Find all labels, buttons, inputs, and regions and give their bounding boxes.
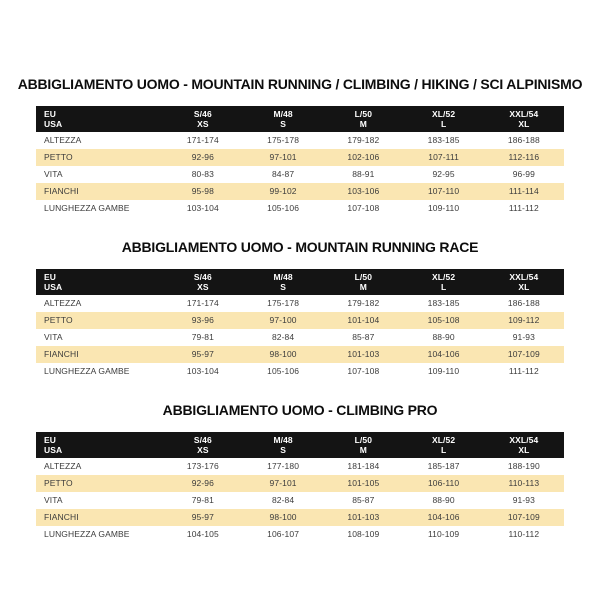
size-usa-label: L	[440, 445, 447, 455]
size-value-cell: 171-174	[186, 135, 219, 146]
size-value-cell: 175-178	[267, 298, 300, 309]
size-eu-label: S/46	[193, 108, 212, 119]
size-value-cell: 171-174	[186, 298, 219, 309]
header-cell-size-l	[323, 109, 403, 129]
size-value-cell: 99-102	[269, 186, 297, 197]
header-cell-size-xl	[403, 435, 483, 455]
size-value-cell: 103-104	[186, 366, 219, 377]
header-cell-size-s	[163, 109, 243, 129]
size-value-cell: 79-81	[191, 495, 214, 506]
header-usa-label: USA	[44, 445, 63, 455]
row-label: ALTEZZA	[44, 298, 82, 309]
table-row-vita	[36, 329, 564, 346]
size-value-cell: 101-103	[347, 512, 380, 523]
row-label: LUNGHEZZA GAMBE	[44, 203, 130, 214]
size-table-section-mountain-running	[0, 76, 600, 217]
size-eu-label: S/46	[193, 434, 212, 445]
header-cell-size-xxl	[484, 435, 564, 455]
table-row-petto	[36, 312, 564, 329]
size-value-cell: 105-108	[427, 315, 460, 326]
size-usa-label: XS	[197, 119, 209, 129]
size-value-cell: 109-110	[427, 366, 460, 377]
header-cell-size-m	[243, 109, 323, 129]
size-value-cell: 107-108	[347, 366, 380, 377]
row-label: ALTEZZA	[44, 135, 82, 146]
size-value-cell: 82-84	[271, 332, 295, 343]
size-eu-label: XXL/54	[509, 434, 539, 445]
row-label: VITA	[44, 332, 63, 343]
size-eu-label: M/48	[273, 271, 293, 282]
size-value-cell: 104-106	[427, 512, 460, 523]
size-value-cell: 173-176	[186, 461, 219, 472]
table-title: ABBIGLIAMENTO UOMO - CLIMBING PRO	[162, 402, 438, 418]
size-value-cell: 96-99	[512, 169, 535, 180]
size-value-cell: 85-87	[352, 332, 375, 343]
size-value-cell: 107-111	[428, 152, 459, 163]
table-row-vita	[36, 492, 564, 509]
size-value-cell: 186-188	[507, 298, 540, 309]
row-label: FIANCHI	[44, 512, 79, 523]
row-label: PETTO	[44, 152, 73, 163]
header-usa-label: USA	[44, 119, 63, 129]
size-value-cell: 97-101	[269, 152, 297, 163]
size-eu-label: L/50	[354, 108, 373, 119]
size-value-cell: 109-110	[427, 203, 460, 214]
size-eu-label: XXL/54	[509, 108, 539, 119]
table-row-vita	[36, 166, 564, 183]
size-eu-label: XL/52	[432, 108, 456, 119]
size-usa-label: S	[280, 282, 286, 292]
row-label: ALTEZZA	[44, 461, 82, 472]
size-value-cell: 188-190	[507, 461, 540, 472]
size-value-cell: 110-109	[427, 529, 460, 540]
size-usa-label: XL	[518, 282, 530, 292]
header-usa-label: USA	[44, 282, 63, 292]
size-value-cell: 179-182	[347, 298, 380, 309]
size-usa-label: XS	[197, 445, 209, 455]
size-value-cell: 107-110	[427, 186, 460, 197]
size-usa-label: L	[440, 119, 447, 129]
size-value-cell: 109-112	[508, 315, 540, 326]
size-value-cell: 103-104	[186, 203, 219, 214]
table-row-altezza	[36, 132, 564, 149]
size-value-cell: 98-100	[269, 512, 297, 523]
size-value-cell: 95-98	[191, 186, 214, 197]
header-cell-size-xxl	[484, 272, 564, 292]
table-row-fianchi	[36, 509, 564, 526]
table-header-row	[36, 269, 564, 295]
size-eu-label: XXL/54	[509, 271, 539, 282]
row-label: FIANCHI	[44, 186, 79, 197]
size-usa-label: XS	[197, 282, 209, 292]
header-cell-eu-usa	[36, 435, 163, 455]
size-value-cell: 101-103	[347, 349, 380, 360]
size-value-cell: 104-106	[427, 349, 460, 360]
size-eu-label: L/50	[354, 434, 373, 445]
header-cell-eu-usa	[36, 109, 163, 129]
size-value-cell: 107-108	[347, 203, 380, 214]
size-eu-label: M/48	[273, 434, 293, 445]
table-row-lunghezza-gambe	[36, 363, 564, 380]
header-eu-label: EU	[44, 108, 57, 119]
size-value-cell: 88-90	[432, 332, 455, 343]
size-table	[36, 106, 564, 217]
size-table-section-mountain-running-race	[0, 239, 600, 380]
size-usa-label: XL	[518, 445, 530, 455]
size-value-cell: 111-112	[508, 366, 539, 377]
size-usa-label: S	[280, 445, 286, 455]
size-value-cell: 98-100	[269, 349, 297, 360]
table-row-altezza	[36, 458, 564, 475]
size-value-cell: 88-91	[352, 169, 375, 180]
size-value-cell: 101-104	[347, 315, 380, 326]
size-value-cell: 183-185	[427, 135, 460, 146]
size-value-cell: 95-97	[191, 512, 214, 523]
size-value-cell: 183-185	[427, 298, 460, 309]
header-cell-size-xl	[403, 109, 483, 129]
size-value-cell: 186-188	[507, 135, 540, 146]
size-usa-label: L	[440, 282, 447, 292]
table-row-petto	[36, 149, 564, 166]
header-eu-label: EU	[44, 434, 57, 445]
size-value-cell: 111-112	[508, 203, 539, 214]
row-label: FIANCHI	[44, 349, 79, 360]
header-cell-size-s	[163, 435, 243, 455]
size-value-cell: 91-93	[512, 495, 535, 506]
row-label: PETTO	[44, 315, 73, 326]
size-value-cell: 105-106	[267, 366, 300, 377]
size-value-cell: 103-106	[347, 186, 380, 197]
size-value-cell: 97-100	[269, 315, 297, 326]
size-value-cell: 105-106	[267, 203, 300, 214]
header-cell-size-xl	[403, 272, 483, 292]
size-value-cell: 175-178	[267, 135, 300, 146]
size-value-cell: 91-93	[512, 332, 535, 343]
size-value-cell: 106-107	[267, 529, 300, 540]
size-value-cell: 92-96	[191, 478, 214, 489]
size-table	[36, 269, 564, 380]
table-row-fianchi	[36, 346, 564, 363]
size-value-cell: 92-95	[432, 169, 455, 180]
size-usa-label: XL	[518, 119, 530, 129]
size-value-cell: 112-116	[508, 152, 540, 163]
size-table-section-climbing-pro	[0, 402, 600, 543]
size-value-cell: 79-81	[191, 332, 214, 343]
size-value-cell: 102-106	[347, 152, 380, 163]
header-eu-label: EU	[44, 271, 57, 282]
row-label: VITA	[44, 495, 63, 506]
table-header-row	[36, 106, 564, 132]
header-cell-size-m	[243, 435, 323, 455]
table-header-row	[36, 432, 564, 458]
size-eu-label: L/50	[354, 271, 373, 282]
size-value-cell: 111-114	[508, 186, 539, 197]
row-label: VITA	[44, 169, 63, 180]
header-cell-eu-usa	[36, 272, 163, 292]
size-value-cell: 84-87	[271, 169, 295, 180]
size-value-cell: 92-96	[191, 152, 214, 163]
size-value-cell: 101-105	[347, 478, 380, 489]
size-value-cell: 110-113	[508, 478, 540, 489]
row-label: LUNGHEZZA GAMBE	[44, 366, 130, 377]
table-row-fianchi	[36, 183, 564, 200]
size-value-cell: 108-109	[347, 529, 380, 540]
size-value-cell: 185-187	[427, 461, 460, 472]
size-value-cell: 95-97	[191, 349, 214, 360]
header-cell-size-s	[163, 272, 243, 292]
table-row-lunghezza-gambe	[36, 200, 564, 217]
header-cell-size-l	[323, 435, 403, 455]
size-table	[36, 432, 564, 543]
table-title: ABBIGLIAMENTO UOMO - MOUNTAIN RUNNING / CLIMBING / HIKING / SCI ALPINISMO	[17, 76, 583, 92]
table-row-lunghezza-gambe	[36, 526, 564, 543]
size-value-cell: 93-96	[191, 315, 214, 326]
header-cell-size-xxl	[484, 109, 564, 129]
size-value-cell: 104-105	[186, 529, 219, 540]
table-row-altezza	[36, 295, 564, 312]
size-value-cell: 85-87	[352, 495, 375, 506]
size-eu-label: S/46	[193, 271, 212, 282]
size-value-cell: 97-101	[269, 478, 297, 489]
size-value-cell: 106-110	[427, 478, 460, 489]
row-label: PETTO	[44, 478, 73, 489]
size-eu-label: XL/52	[432, 271, 456, 282]
row-label: LUNGHEZZA GAMBE	[44, 529, 130, 540]
size-eu-label: M/48	[273, 108, 293, 119]
size-usa-label: M	[359, 119, 367, 129]
size-value-cell: 82-84	[271, 495, 295, 506]
table-row-petto	[36, 475, 564, 492]
table-title: ABBIGLIAMENTO UOMO - MOUNTAIN RUNNING RACE	[121, 239, 479, 255]
size-usa-label: M	[359, 282, 367, 292]
size-usa-label: S	[280, 119, 286, 129]
size-value-cell: 177-180	[267, 461, 300, 472]
size-value-cell: 88-90	[432, 495, 455, 506]
size-value-cell: 179-182	[347, 135, 380, 146]
header-cell-size-m	[243, 272, 323, 292]
size-value-cell: 110-112	[508, 529, 540, 540]
size-usa-label: M	[359, 445, 367, 455]
size-value-cell: 107-109	[507, 512, 540, 523]
size-value-cell: 181-184	[347, 461, 380, 472]
size-value-cell: 107-109	[507, 349, 540, 360]
header-cell-size-l	[323, 272, 403, 292]
size-eu-label: XL/52	[432, 434, 456, 445]
size-value-cell: 80-83	[191, 169, 214, 180]
